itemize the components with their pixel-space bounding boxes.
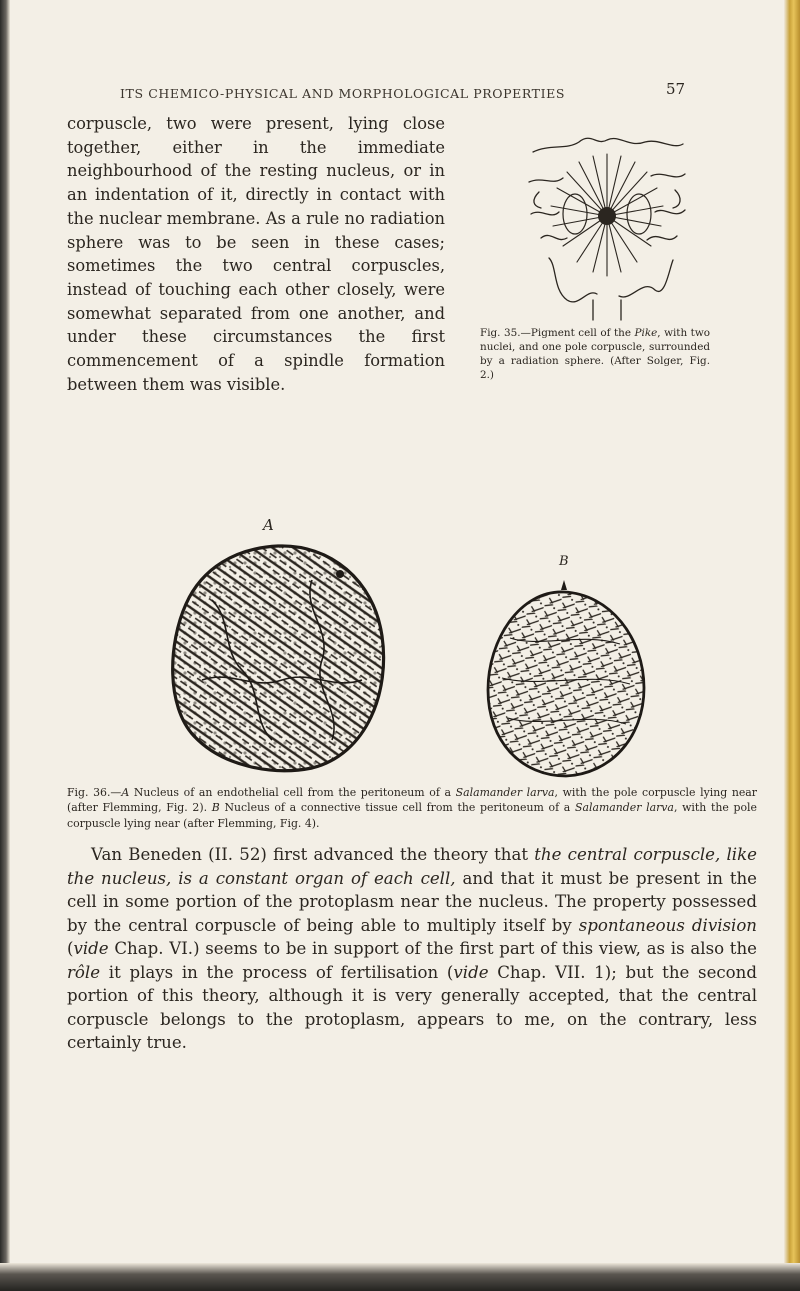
fig36-caption-part: B [211, 801, 220, 815]
fig36-caption-part: , with the pole corpuscle lying near (after Flemming, Fig. 2). [67, 786, 757, 815]
para-text: and that it must be present in the cell in some portion of the protoplasm near the nucleus. The property possessed by the central corpuscle of being able to multiply itself by [67, 868, 758, 935]
figure-36-label-a: A [263, 516, 274, 534]
figure-35-caption [480, 326, 710, 382]
fig36-caption-part: A [121, 786, 130, 799]
page-number: 57 [666, 80, 686, 98]
column-paragraph: corpuscle, two were present, lying close together, either in the immediate neighbourhood of the resting nucleus, or in an indentation of it, directly in contact with the nuclear membrane. As a rule no radiation sphere was to be seen in these cases; sometimes the two central corpuscles, instead of touching each other closely, were somewhat separated from one another, and under these circumstances the first commencement of a spindle formation between them was visible. [67, 114, 445, 394]
fig36-caption-part: Salamander larva [455, 786, 555, 799]
figure-35-illustration [527, 130, 687, 322]
para-text: vide [73, 939, 109, 958]
page-edge-bottom [0, 1263, 800, 1291]
fig36-caption-part: Salamander larva [575, 801, 674, 815]
page-edge-right [784, 0, 800, 1291]
figure-35-caption-end: , with two nuclei, and one pole corpuscle, surrounded by a radiation sphere. (After Solger, Fig. 2.) [480, 327, 710, 381]
figure-36a-illustration [162, 540, 394, 776]
fig36-caption-part: , with the pole corpuscle lying near (after Flemming, Fig. 4). [67, 801, 757, 830]
figure-36-label-b: B [559, 554, 569, 569]
fig36-caption-part: Fig. 36.— [67, 786, 122, 799]
para-text: rôle [67, 962, 101, 982]
para-text: Chap. VI.) seems to be in support of the first part of this view, as is also the [108, 939, 757, 958]
para-text: the central corpuscle, like the nucleus, is a constant organ of each cell, [67, 845, 757, 888]
page-edge-left [0, 0, 10, 1291]
para-text: vide [453, 962, 489, 982]
para-text: spontaneous division [578, 915, 757, 935]
para-text: ( [67, 939, 74, 958]
figure-36b-illustration [480, 578, 650, 780]
figure-35-caption-start: Fig. 35.—Pigment cell of the [480, 327, 635, 339]
body-column [67, 112, 445, 396]
van-beneden-paragraph [67, 843, 757, 1055]
figure-35-caption-species: Pike [634, 327, 658, 339]
fig36-caption-part: Nucleus of a connective tissue cell from the peritoneum of a [219, 801, 576, 815]
fig36-caption-part: Nucleus of an endothelial cell from the peritoneum of a [129, 786, 456, 799]
para-text: it plays in the process of fertilisation ( [100, 962, 454, 982]
para-text: Chap. VII. 1); but the second portion of this theory, although it is very generally accepted, that the central corpuscle belongs to the protoplasm, appears to me, on the contrary, less certainly true. [67, 962, 757, 1052]
body-paragraph-van-beneden [67, 843, 757, 1055]
running-head: ITS CHEMICO-PHYSICAL AND MORPHOLOGICAL PROPERTIES [120, 86, 566, 101]
para-text: Van Beneden (II. 52) first advanced the theory that [91, 845, 535, 864]
figure-36-caption [67, 785, 757, 831]
